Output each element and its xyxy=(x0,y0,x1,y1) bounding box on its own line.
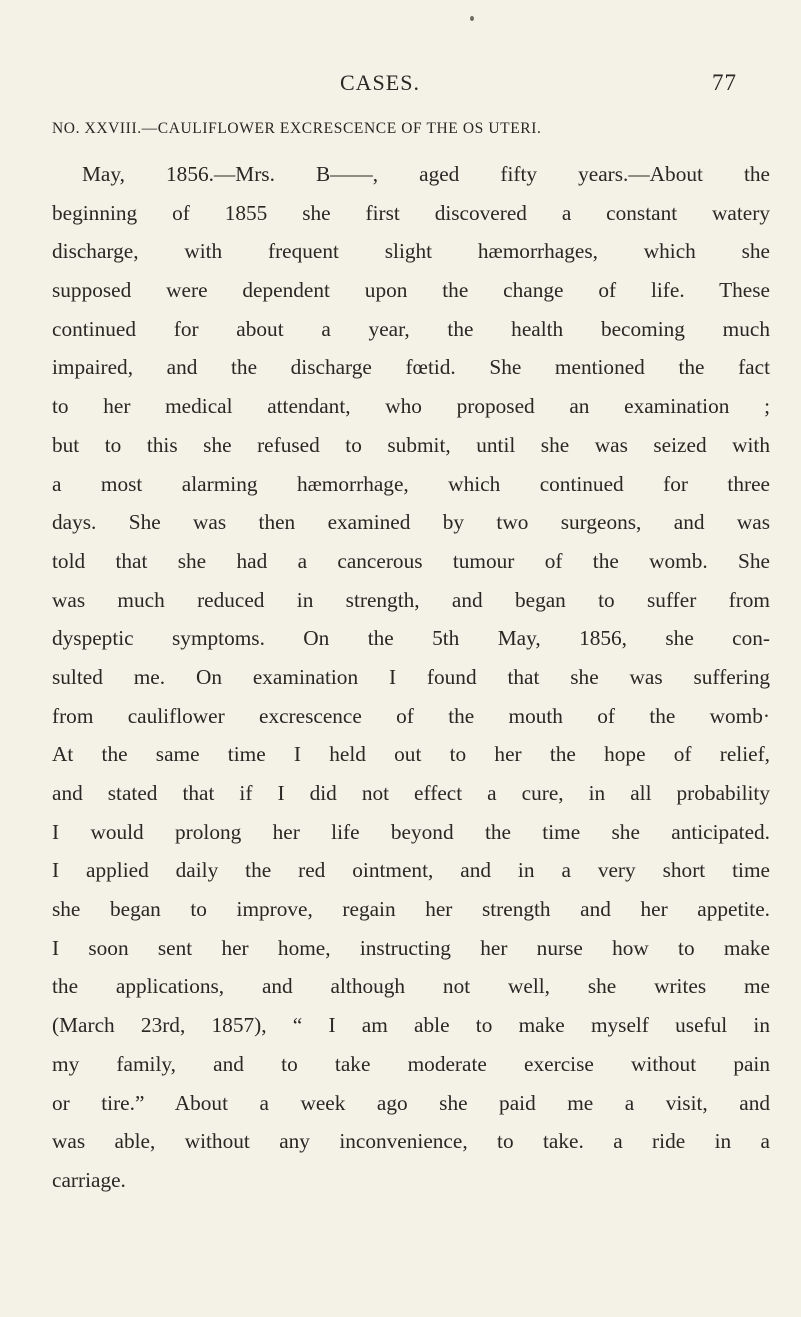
text-line: beginning of 1855 she first discovered a constant watery xyxy=(52,200,770,225)
text-line: supposed were dependent upon the change of life. These xyxy=(52,278,770,303)
text-line: (March 23rd, 1857), “ I am able to make myself useful in xyxy=(52,1013,770,1038)
text-line: carriage. xyxy=(52,1167,126,1192)
text-line: impaired, and the discharge fœtid. She mentioned the fact xyxy=(52,355,770,380)
text-line: to her medical attendant, who proposed an examination ; xyxy=(52,394,770,419)
running-title: CASES. xyxy=(340,70,420,95)
text-line: I soon sent her home, instructing her nurse how to make xyxy=(52,935,770,960)
text-line: days. She was then examined by two surgeons, and was xyxy=(52,510,770,535)
text-line: At the same time I held out to her the hope of relief, xyxy=(52,742,770,767)
text-line: or tire.” About a week ago she paid me a visit, and xyxy=(52,1090,770,1115)
text-line: a most alarming hæmorrhage, which continued for three xyxy=(52,471,770,496)
text-line: dyspeptic symptoms. On the 5th May, 1856, she con- xyxy=(52,626,770,651)
text-line: was much reduced in strength, and began to suffer from xyxy=(52,587,770,612)
text-line: I applied daily the red ointment, and in a very short time xyxy=(52,858,770,883)
text-line: the applications, and although not well, she writes me xyxy=(52,974,770,999)
text-line: but to this she refused to submit, until she was seized with xyxy=(52,432,770,457)
text-line: May, 1856.—Mrs. B——, aged fifty years.—About the xyxy=(82,162,770,186)
text-line: was able, without any inconvenience, to take. a ride in a xyxy=(52,1129,770,1154)
text-line: from cauliflower excrescence of the mouth of the womb· xyxy=(52,703,770,728)
case-heading: NO. XXVIII.—CAULIFLOWER EXCRESCENCE OF THE OS UTERI. xyxy=(52,120,542,137)
text-line: and stated that if I did not effect a cure, in all probability xyxy=(52,781,770,805)
running-header xyxy=(0,70,801,100)
text-line: she began to improve, regain her strength and her appetite. xyxy=(52,897,770,922)
case-paragraph xyxy=(52,155,770,1200)
text-line: continued for about a year, the health becoming much xyxy=(52,316,770,341)
text-line: discharge, with frequent slight hæmorrhages, which she xyxy=(52,239,770,264)
text-line: sulted me. On examination I found that she was suffering xyxy=(52,664,770,689)
text-line: my family, and to take moderate exercise without pain xyxy=(52,1051,770,1076)
text-line: I would prolong her life beyond the time she anticipated. xyxy=(52,819,770,844)
text-line: told that she had a cancerous tumour of the womb. She xyxy=(52,548,770,573)
page-number: 77 xyxy=(712,70,737,95)
printing-speck xyxy=(470,16,474,21)
